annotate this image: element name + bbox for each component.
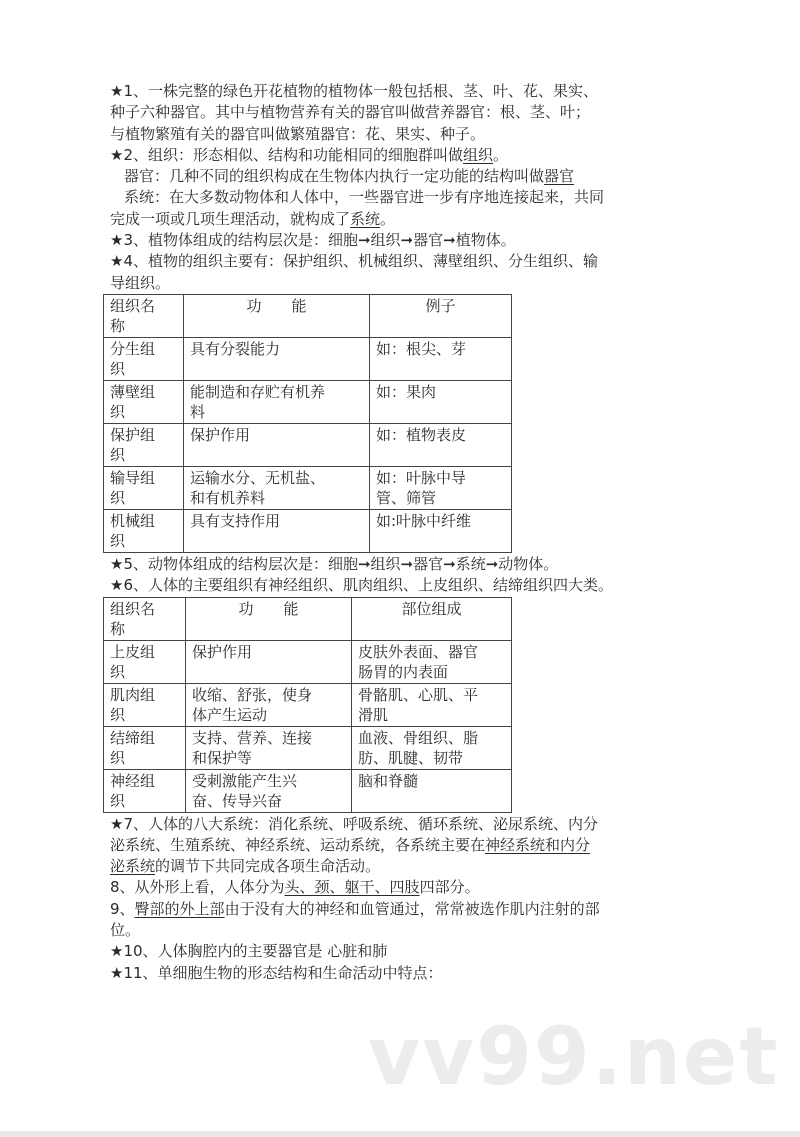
table-cell: 如：果肉: [370, 380, 512, 423]
text-segment: 的调节下共同完成各项生命活动。: [155, 857, 381, 876]
column-header: 部位组成: [352, 597, 512, 640]
text-line: [110, 230, 710, 251]
text-segment: ★4、植物的组织主要有：保护组织、机械组织、薄壁组织、分生组织、输: [110, 252, 598, 271]
table-row: [104, 466, 512, 509]
text-segment: 四部分。: [419, 878, 480, 897]
text-line: [110, 856, 710, 877]
plant-tissue-table: [103, 294, 512, 553]
column-header: 功 能: [184, 294, 370, 337]
text-line: [110, 124, 710, 145]
text-line: [110, 963, 710, 984]
table-row: [104, 337, 512, 380]
table-cell: 保护组 织: [104, 423, 184, 466]
text-line: [110, 81, 710, 102]
table-cell: 机械组 织: [104, 509, 184, 552]
text-line: [110, 920, 710, 941]
watermark: vv99.net: [368, 1010, 780, 1103]
table-row: [104, 423, 512, 466]
table-cell: 支持、营养、连接 和保护等: [186, 726, 352, 769]
table-cell: 如：根尖、芽: [370, 337, 512, 380]
table-cell: 如：植物表皮: [370, 423, 512, 466]
text-segment: ★2、组织：形态相似、结构和功能相同的细胞群叫做: [110, 145, 463, 164]
table-row: [104, 726, 512, 769]
text-segment: 9、: [110, 899, 135, 918]
text-line: [110, 166, 710, 187]
table-cell: 输导组 织: [104, 466, 184, 509]
human-tissue-table: [103, 597, 512, 813]
page-bottom-edge: [0, 1131, 800, 1137]
text-line: [110, 187, 710, 208]
text-block-animal: [110, 554, 710, 597]
table-cell: 分生组 织: [104, 337, 184, 380]
text-block-systems: [110, 814, 710, 984]
table-cell: 如:叶脉中纤维: [370, 509, 512, 552]
table-cell: 能制造和存贮有机养 料: [184, 380, 370, 423]
text-segment: ★10、人体胸腔内的主要器官是 心脏和肺: [110, 942, 388, 961]
table-cell: 保护作用: [184, 423, 370, 466]
text-segment: ★7、人体的八大系统：消化系统、呼吸系统、循环系统、泌尿系统、内分: [110, 814, 598, 833]
table-row: [104, 683, 512, 726]
table-header-row: [104, 597, 512, 640]
text-segment: 完成一项或几项生理活动，就构成了: [110, 209, 351, 228]
table-cell: 运输水分、无机盐、 和有机养料: [184, 466, 370, 509]
text-segment: ★11、单细胞生物的形态结构和生命活动中特点：: [110, 963, 443, 982]
text-line: [110, 814, 710, 835]
text-segment: ★3、植物体组成的结构层次是：细胞➞组织➞器官➞植物体。: [110, 231, 516, 250]
table-cell: 上皮组 织: [104, 640, 186, 683]
text-line: [110, 941, 710, 962]
text-segment: 系统：在大多数动物体和人体中，一些器官进一步有序地连接起来，共同: [124, 188, 605, 207]
text-line: [110, 899, 710, 920]
text-segment: 8、从外形上看，人体分为: [110, 878, 285, 897]
underlined-term: 器官: [544, 167, 575, 186]
table-row: [104, 380, 512, 423]
table-cell: 脑和脊髓: [352, 769, 512, 812]
text-segment: 器官：几种不同的组织构成在生物体内执行一定功能的结构叫做: [124, 167, 545, 186]
table-cell: 肌肉组 织: [104, 683, 186, 726]
text-segment: 位。: [110, 921, 141, 940]
table-cell: 具有分裂能力: [184, 337, 370, 380]
table-cell: 血液、骨组织、脂 肪、肌腱、韧带: [352, 726, 512, 769]
text-segment: 与植物繁殖有关的器官叫做繁殖器官：花、果实、种子。: [110, 124, 486, 143]
text-segment: 由于没有大的神经和血管通过，常常被选作肌内注射的部: [224, 899, 600, 918]
text-line: [110, 877, 710, 898]
text-segment: ★5、动物体组成的结构层次是：细胞➞组织➞器官➞系统➞动物体。: [110, 554, 559, 573]
text-segment: ★1、一株完整的绿色开花植物的植物体一般包括根、茎、叶、花、果实、: [110, 82, 598, 100]
table-cell: 具有支持作用: [184, 509, 370, 552]
underlined-term: 系统: [350, 209, 381, 228]
text-segment: 泌系统、生殖系统、神经系统、运动系统，各系统主要在: [110, 835, 486, 854]
column-header: 功 能: [186, 597, 352, 640]
text-segment: 导组织。: [110, 273, 171, 292]
text-line: [110, 102, 710, 123]
column-header: 组织名 称: [104, 597, 186, 640]
column-header: 组织名 称: [104, 294, 184, 337]
table-header-row: [104, 294, 512, 337]
text-segment: ★6、人体的主要组织有神经组织、肌肉组织、上皮组织、结缔组织四大类。: [110, 576, 613, 595]
document-body: [110, 81, 730, 984]
table-row: [104, 640, 512, 683]
underlined-term: 臀部的外上部: [134, 899, 225, 918]
table-cell: 薄壁组 织: [104, 380, 184, 423]
text-segment: 。: [380, 209, 396, 228]
table-cell: 结缔组 织: [104, 726, 186, 769]
text-line: [110, 145, 710, 166]
text-line: [110, 575, 710, 596]
table-cell: 保护作用: [186, 640, 352, 683]
text-segment: 。: [493, 145, 509, 164]
underlined-term: 头、颈、躯干、四肢: [284, 878, 420, 897]
text-line: [110, 251, 710, 272]
table-cell: 皮肤外表面、器官 肠胃的内表面: [352, 640, 512, 683]
text-line: [110, 554, 710, 575]
column-header: 例子: [370, 294, 512, 337]
underlined-term: 泌系统: [110, 857, 156, 876]
underlined-term: 组织: [463, 145, 494, 164]
table-cell: 如：叶脉中导 管、筛管: [370, 466, 512, 509]
underlined-term: 神经系统和内分: [485, 835, 591, 854]
table-row: [104, 509, 512, 552]
table-cell: 神经组 织: [104, 769, 186, 812]
text-segment: 种子六种器官。其中与植物营养有关的器官叫做营养器官：根、茎、叶；: [110, 103, 591, 122]
table-cell: 骨骼肌、心肌、平 滑肌: [352, 683, 512, 726]
text-block-intro: [110, 81, 710, 294]
text-line: [110, 273, 710, 294]
table-cell: 受刺激能产生兴 奋、传导兴奋: [186, 769, 352, 812]
table-row: [104, 769, 512, 812]
table-cell: 收缩、舒张，使身 体产生运动: [186, 683, 352, 726]
text-line: [110, 209, 710, 230]
text-line: [110, 835, 710, 856]
